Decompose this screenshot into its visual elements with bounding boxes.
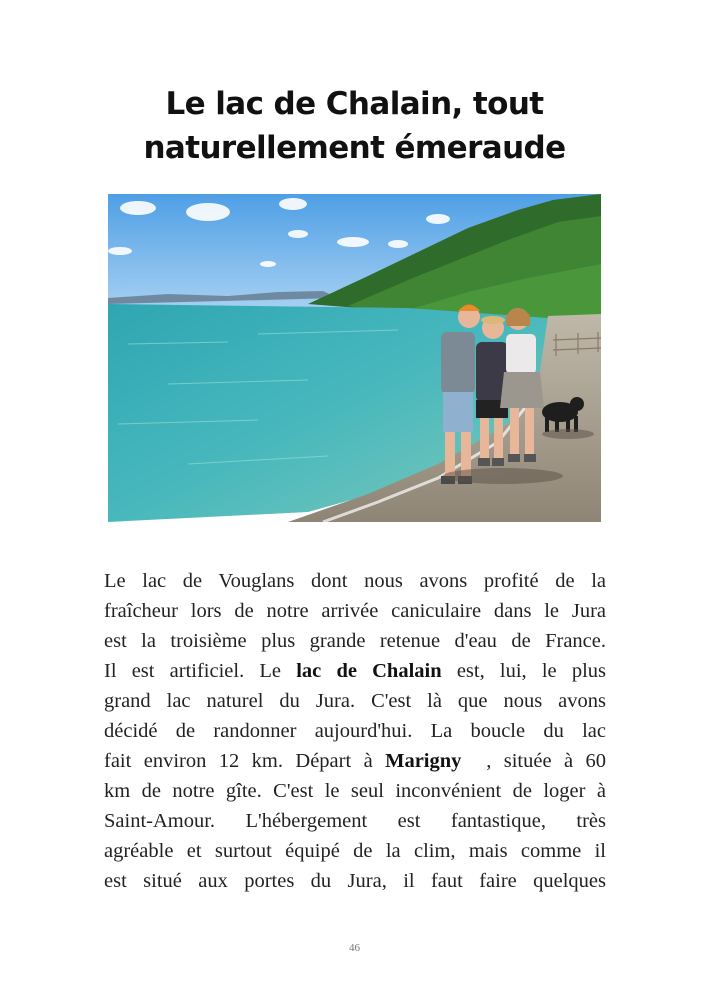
- lake-photo: [108, 194, 601, 522]
- body-paragraph: [104, 566, 606, 896]
- body-line-7: [104, 746, 606, 776]
- body-line-9: Saint-Amour. L'hébergement est fantastique, très: [104, 810, 606, 832]
- marigny-bold: Marigny: [385, 750, 462, 772]
- body-line-3: est la troisième plus grande retenue d'eau de France.: [104, 630, 606, 652]
- page-title-line-1: Le lac de Chalain, tout: [165, 86, 544, 122]
- body-line-10: agréable et surtout équipé de la clim, mais comme il: [104, 840, 606, 862]
- body-line-8: km de notre gîte. C'est le seul inconvénient de loger à: [104, 780, 606, 802]
- page-number: 46: [349, 942, 360, 954]
- page-title-line-2: naturellement émeraude: [143, 130, 566, 166]
- page-title: [60, 82, 649, 170]
- body-line-7-part-1: fait environ 12 km. Départ à: [104, 750, 386, 772]
- body-line-4-part-1: Il est artificiel. Le: [104, 660, 297, 682]
- body-line-4: [104, 656, 606, 686]
- body-line-4-part-3: est, lui, le plus: [441, 660, 607, 682]
- lac-de-chalain-bold: lac de Chalain: [296, 660, 442, 682]
- body-line-11: est situé aux portes du Jura, il faut faire quelques: [104, 870, 606, 892]
- body-line-1: Le lac de Vouglans dont nous avons profité de la: [104, 570, 606, 592]
- body-line-2: fraîcheur lors de notre arrivée caniculaire dans le Jura: [104, 600, 606, 622]
- body-line-5: grand lac naturel du Jura. C'est là que nous avons: [104, 690, 606, 712]
- body-line-6: décidé de randonner aujourd'hui. La boucle du lac: [104, 720, 606, 742]
- body-line-7-part-3: , située à 60: [461, 750, 606, 772]
